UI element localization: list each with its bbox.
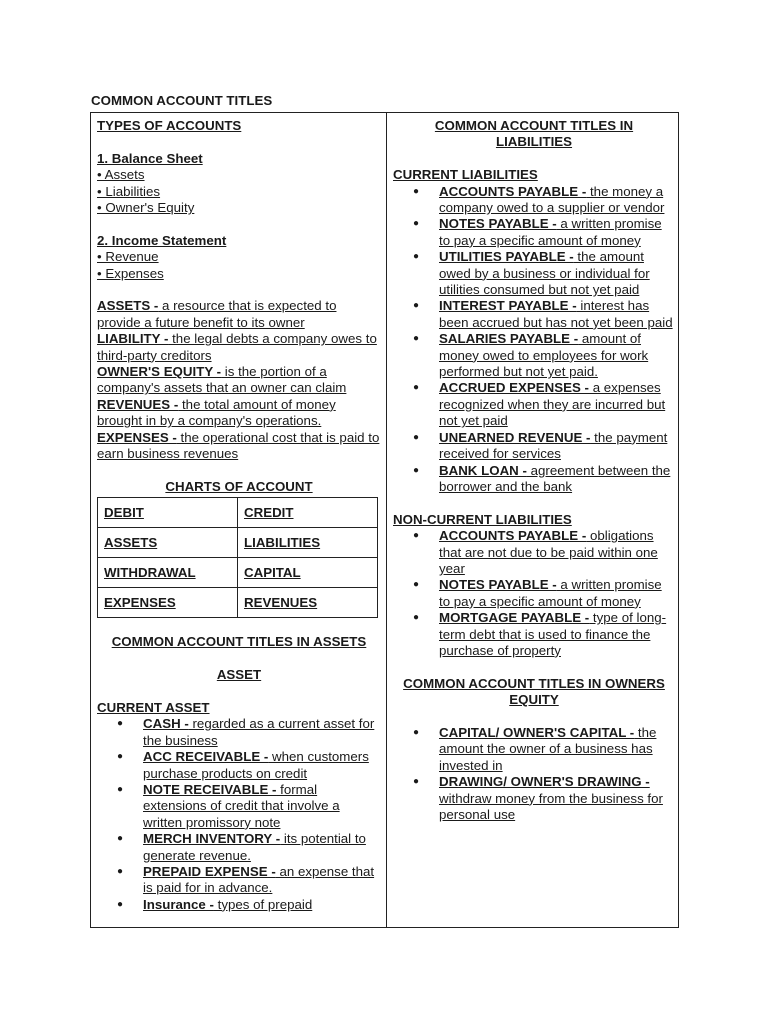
list-item [393, 463, 675, 496]
list-item [393, 298, 675, 331]
item-text: interest has been accrued but has not yet been paid [439, 298, 673, 330]
item-label: ACCRUED EXPENSES - [439, 380, 589, 396]
item-text: its potential to generate revenue. [143, 831, 366, 863]
definition-label: EXPENSES - [97, 429, 177, 445]
balance-sheet-item: • Owner's Equity [97, 200, 195, 216]
current-asset-heading: CURRENT ASSET [97, 699, 210, 715]
definition-text: a resource that is expected to provide a future benefit to its owner [97, 298, 337, 330]
definition-label: ASSETS - [97, 298, 159, 314]
item-text: the amount owed by a business or individual for utilities consumed but not yet paid [439, 249, 650, 298]
item-text: type of long-term debt that is used to finance the purchase of property [439, 610, 667, 658]
item-label: INTEREST PAYABLE - [439, 298, 577, 314]
item-text: a expenses recognized when they are incurred but not yet paid [439, 380, 666, 429]
definition-revenues [97, 397, 381, 430]
list-item [393, 380, 675, 429]
definition-label: OWNER'S EQUITY - [97, 364, 222, 380]
balance-sheet-item: • Liabilities [97, 183, 161, 199]
item-text: a written promise to pay a specific amount of money [439, 216, 662, 248]
noncurrent-liabilities-heading: NON-CURRENT LIABILITIES [393, 511, 572, 527]
table-cell: EXPENSES [98, 588, 238, 618]
list-item [393, 430, 675, 463]
left-column [97, 118, 381, 913]
definition-text: is the portion of a company's assets that an owner can claim [97, 364, 347, 396]
list-item [97, 749, 381, 782]
table-row [98, 498, 378, 528]
item-text: amount of money owed to employees for work performed but not yet paid. [439, 331, 649, 380]
table-cell: LIABILITIES [238, 528, 378, 558]
item-text: the amount the owner of a business has invested in [439, 724, 657, 773]
list-item [97, 831, 381, 864]
equity-list [393, 725, 675, 823]
item-label: ACC RECEIVABLE - [143, 749, 269, 765]
table-cell: CAPITAL [238, 558, 378, 588]
list-item [393, 331, 675, 380]
definition-owners-equity [97, 364, 381, 397]
item-label: CAPITAL/ OWNER'S CAPITAL - [439, 724, 635, 740]
item-text: an expense that is paid for in advance. [143, 863, 375, 896]
income-statement-item: • Expenses [97, 265, 164, 281]
list-item [393, 610, 675, 659]
item-label: NOTE RECEIVABLE - [143, 781, 277, 797]
income-statement-item: • Revenue [97, 249, 159, 265]
item-label: Insurance - [143, 896, 214, 912]
table-row [98, 558, 378, 588]
table-cell: WITHDRAWAL [98, 558, 238, 588]
table-cell: REVENUES [238, 588, 378, 618]
definition-text: the legal debts a company owes to third-party creditors [97, 331, 377, 363]
current-liabilities-heading: CURRENT LIABILITIES [393, 167, 538, 183]
income-statement-heading: 2. Income Statement [97, 232, 227, 248]
list-item [97, 897, 381, 913]
list-item [393, 184, 675, 217]
definition-assets [97, 298, 381, 331]
column-divider [386, 112, 387, 928]
item-text: the payment received for services [439, 429, 668, 462]
types-of-accounts-heading: TYPES OF ACCOUNTS [97, 118, 242, 133]
item-label: CASH - [143, 716, 189, 732]
list-item [97, 864, 381, 897]
item-text: when customers purchase products on credit [143, 749, 369, 781]
document-title: COMMON ACCOUNT TITLES [91, 93, 273, 108]
noncurrent-liabilities-list [393, 528, 675, 659]
item-label: NOTES PAYABLE - [439, 216, 557, 232]
item-label: DRAWING/ OWNER'S DRAWING - [439, 774, 650, 790]
item-label: SALARIES PAYABLE - [439, 331, 579, 347]
list-item [97, 716, 381, 749]
item-label: MORTGAGE PAYABLE - [439, 610, 590, 626]
definition-text: the operational cost that is paid to earn business revenues [97, 429, 380, 462]
list-item [393, 577, 675, 610]
item-label: ACCOUNTS PAYABLE - [439, 183, 587, 199]
definition-label: REVENUES - [97, 396, 179, 412]
asset-subheading: ASSET [216, 667, 262, 683]
definition-label: LIABILITY - [97, 331, 169, 347]
right-column [393, 118, 675, 823]
list-item [393, 725, 675, 774]
charts-of-account-table [97, 497, 378, 618]
item-label: UTILITIES PAYABLE - [439, 249, 574, 265]
item-text: the money a company owed to a supplier or vendor [439, 183, 665, 216]
list-item [97, 782, 381, 831]
balance-sheet-item: • Assets [97, 167, 145, 183]
item-text: types of prepaid [213, 896, 313, 912]
table-cell: DEBIT [98, 498, 238, 528]
list-item [393, 249, 675, 298]
item-text: formal extensions of credit that involve a written promissory note [143, 781, 340, 830]
definition-text: the total amount of money brought in by a company's operations. [97, 396, 336, 429]
assets-section-heading: COMMON ACCOUNT TITLES IN ASSETS [111, 634, 367, 650]
item-label: ACCOUNTS PAYABLE - [439, 528, 587, 544]
current-assets-list [97, 716, 381, 913]
item-label: PREPAID EXPENSE - [143, 863, 276, 879]
item-text: regarded as a current asset for the business [143, 716, 375, 748]
table-cell: CREDIT [238, 498, 378, 528]
current-liabilities-list [393, 184, 675, 496]
liabilities-section-heading: COMMON ACCOUNT TITLES IN LIABILITIES [434, 118, 634, 150]
item-text: obligations that are not due to be paid within one year [439, 528, 658, 576]
charts-of-account-heading: CHARTS OF ACCOUNT [165, 478, 313, 494]
item-text: withdraw money from the business for personal use [439, 790, 663, 822]
item-label: BANK LOAN - [439, 462, 527, 478]
list-item [393, 528, 675, 577]
balance-sheet-heading: 1. Balance Sheet [97, 150, 203, 166]
item-text: a written promise to pay a specific amount of money [439, 577, 662, 609]
equity-section-heading: COMMON ACCOUNT TITLES IN OWNERS EQUITY [403, 675, 665, 708]
item-label: MERCH INVENTORY - [143, 831, 281, 847]
item-label: UNEARNED REVENUE - [439, 429, 591, 445]
definition-liability [97, 331, 381, 364]
table-row [98, 588, 378, 618]
item-text: agreement between the borrower and the bank [439, 462, 671, 494]
table-row [98, 528, 378, 558]
list-item [393, 774, 675, 823]
list-item [393, 216, 675, 249]
definition-expenses [97, 430, 381, 463]
item-label: NOTES PAYABLE - [439, 577, 557, 593]
table-cell: ASSETS [98, 528, 238, 558]
